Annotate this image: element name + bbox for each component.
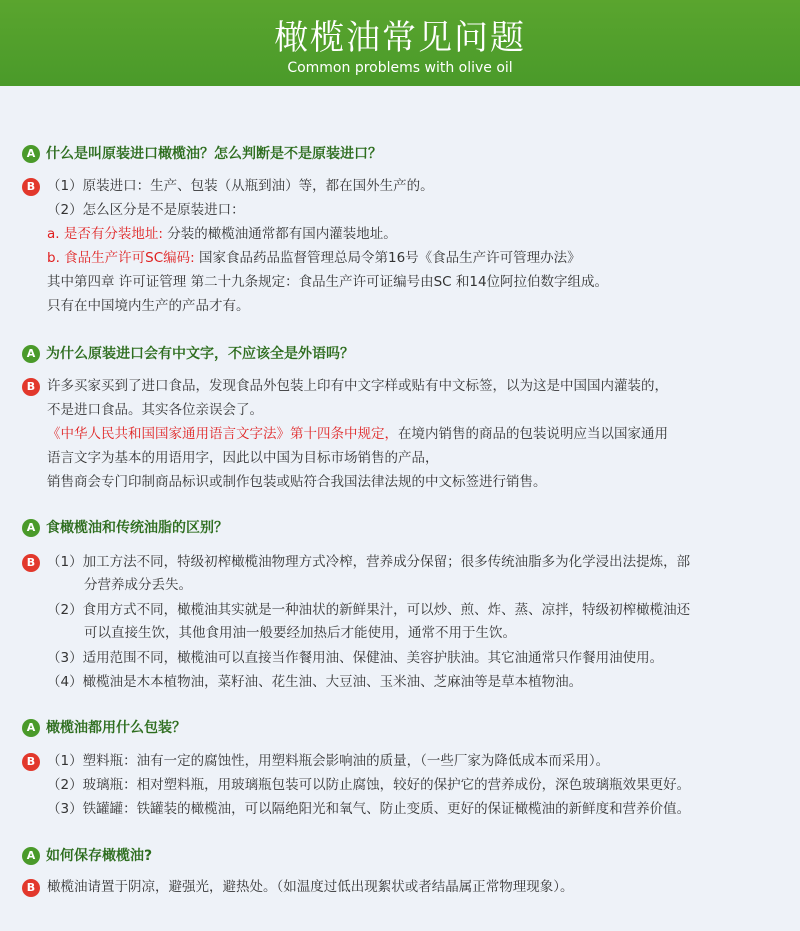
highlight-text: 《中华人民共和国国家通用语言文字法》第十四条中规定，: [47, 426, 398, 442]
answer-line: 只有在中国境内生产的产品才有。: [47, 298, 250, 314]
answer-b-badge: B: [22, 554, 40, 572]
faq-question-2: [22, 344, 354, 364]
faq-question-5: [22, 846, 152, 866]
highlight-text: b. 食品生产许可SC编码:: [47, 250, 195, 266]
answer-line: （1）加工方法不同，特级初榨橄榄油物理方式冷榨，营养成分保留；很多传统油脂多为化学浸出法提炼，部: [47, 554, 691, 570]
answer-a-badge: A: [22, 345, 40, 363]
answer-line: （2）怎么区分是不是原装进口：: [47, 202, 245, 218]
answer-b-badge: B: [22, 378, 40, 396]
faq-content: [0, 86, 800, 931]
question-text: 食橄榄油和传统油脂的区别？: [46, 520, 228, 536]
answer-line: 许多买家买到了进口食品，发现食品外包装上印有中文字样或贴有中文标签，以为这是中国国内灌装的，: [47, 378, 668, 394]
answer-line: （2）食用方式不同，橄榄油其实就是一种油状的新鲜果汁，可以炒、煎、炸、蒸、凉拌，特级初榨橄榄油还: [47, 602, 691, 618]
answer-b-badge: B: [22, 178, 40, 196]
answer-line: （3）铁罐罐：铁罐装的橄榄油，可以隔绝阳光和氧气、防止变质、更好的保证橄榄油的新鲜度和营养价值。: [47, 801, 691, 817]
answer-line: 分营养成分丢失。: [84, 577, 192, 593]
question-text: 为什么原装进口会有中文字，不应该全是外语吗？: [46, 346, 354, 362]
answer-line: [47, 248, 581, 268]
answer-line: [47, 224, 397, 244]
highlight-text: a. 是否有分装地址:: [47, 226, 163, 242]
answer-line: 不是进口食品。其实各位亲误会了。: [47, 402, 263, 418]
faq-question-1: [22, 144, 382, 164]
answer-b-badge: B: [22, 753, 40, 771]
page-title: 橄榄油常见问题: [274, 18, 526, 58]
header-banner: [0, 0, 800, 86]
answer-text: 国家食品药品监督管理总局令第16号《食品生产许可管理办法》: [199, 250, 581, 266]
page-subtitle: Common problems with olive oil: [287, 60, 513, 76]
answer-line: （1）塑料瓶：油有一定的腐蚀性，用塑料瓶会影响油的质量，（一些厂家为降低成本而采用）。: [47, 753, 610, 769]
answer-line: （1）原装进口：生产、包装（从瓶到油）等，都在国外生产的。: [47, 178, 434, 194]
answer-text: 在境内销售的商品的包装说明应当以国家通用: [398, 426, 668, 442]
question-text: 什么是叫原装进口橄榄油？怎么判断是不是原装进口？: [46, 146, 382, 162]
answer-a-badge: A: [22, 719, 40, 737]
answer-b-badge: B: [22, 879, 40, 897]
answer-text: 分装的橄榄油通常都有国内灌装地址。: [167, 226, 397, 242]
faq-question-3: [22, 518, 228, 538]
faq-question-4: [22, 718, 186, 738]
answer-line: 销售商会专门印制商品标识或制作包装或贴符合我国法律法规的中文标签进行销售。: [47, 474, 547, 490]
answer-line: 可以直接生饮，其他食用油一般要经加热后才能使用，通常不用于生饮。: [84, 625, 516, 641]
answer-line: （2）玻璃瓶：相对塑料瓶，用玻璃瓶包装可以防止腐蚀，较好的保护它的营养成份，深色玻璃瓶效果更好。: [47, 777, 691, 793]
question-text: 如何保存橄榄油?: [46, 848, 153, 864]
answer-line: （4）橄榄油是木本植物油，菜籽油、花生油、大豆油、玉米油、芝麻油等是草本植物油。: [47, 674, 583, 690]
answer-line: [47, 424, 668, 444]
answer-line: 其中第四章 许可证管理 第二十九条规定：食品生产许可证编号由SC 和14位阿拉伯数字组成。: [47, 274, 609, 290]
answer-a-badge: A: [22, 519, 40, 537]
answer-line: 语言文字为基本的用语用字，因此以中国为目标市场销售的产品，: [47, 450, 439, 466]
answer-a-badge: A: [22, 847, 40, 865]
answer-line: （3）适用范围不同，橄榄油可以直接当作餐用油、保健油、美容护肤油。其它油通常只作餐用油使用。: [47, 650, 664, 666]
question-text: 橄榄油都用什么包装？: [46, 720, 186, 736]
answer-line: 橄榄油请置于阴凉，避强光，避热处。（如温度过低出现絮状或者结晶属正常物理现象）。: [47, 879, 574, 895]
answer-a-badge: A: [22, 145, 40, 163]
